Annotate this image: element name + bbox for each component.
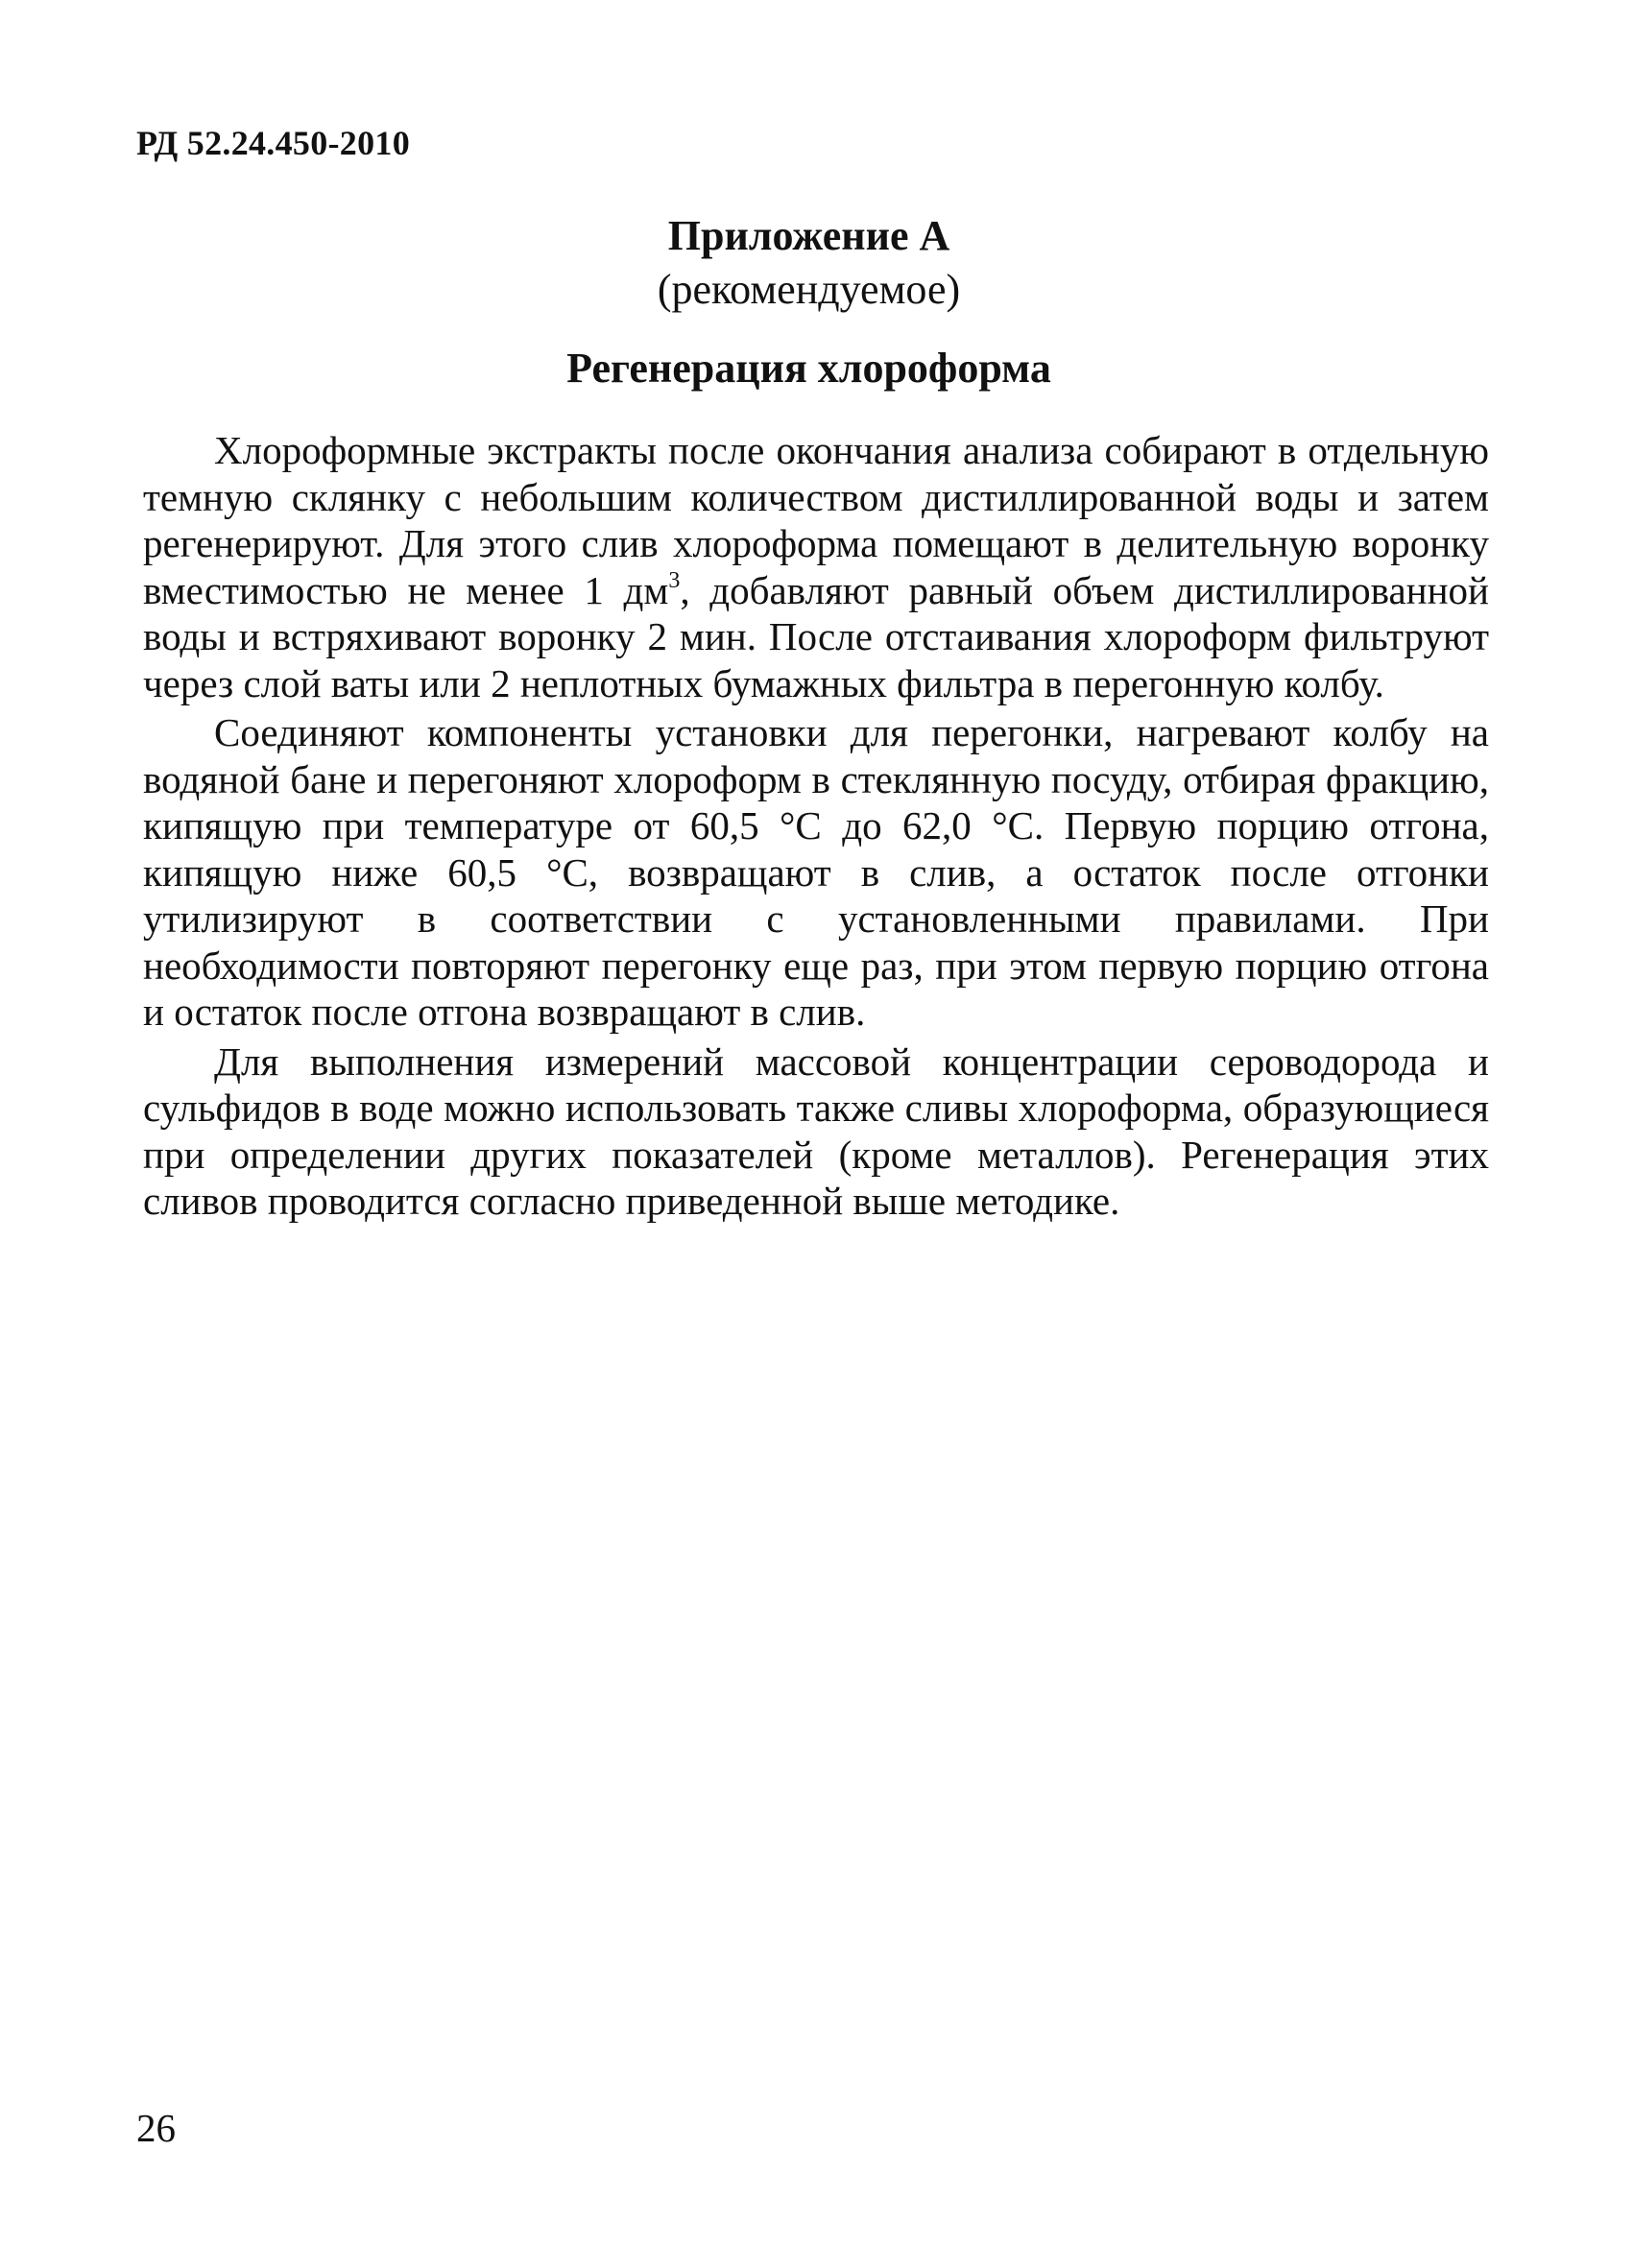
paragraph-2: Соединяют компоненты установки для перегонки, нагревают колбу на водяной бане и перегоняют хлороформ в стеклянную посуду, отбирая фракцию, кипящую при температуре от 60,5 °С до 62,0 °С. Первую порцию отгона, кипящую ниже 60,5 °С, возвращают в слив, а остаток после отгонки утилизируют в соответствии с установленными правилами. При необходимости повторяют перегонку еще раз, при этом первую порцию отгона и остаток после отгона возвращают в слив.: [143, 710, 1489, 1034]
paragraph-1: [143, 427, 1489, 706]
body-text: [143, 427, 1489, 1225]
section-title: Регенерация хлороформа: [566, 345, 1051, 392]
paragraph-1-part-2: , добавляют равный объем дистиллированной воды и встряхивают воронку 2 мин. После отстаивания хлороформ фильтруют через слой ваты или 2 неплотных бумажных фильтра в перегонную колбу.: [143, 567, 1490, 705]
appendix-title: Приложение А: [667, 212, 950, 259]
paragraph-3: Для выполнения измерений массовой концентрации сероводорода и сульфидов в воде можно использовать также сливы хлороформа, образующиеся при определении других показателей (кроме металлов). Регенерация этих сливов проводится согласно приведенной выше методике.: [143, 1039, 1489, 1223]
page-number: 26: [136, 2106, 176, 2150]
paragraph-1-superscript: 3: [668, 567, 681, 593]
document-code: РД 52.24.450-2010: [136, 124, 410, 162]
paragraph-1-part-1: Хлороформные экстракты после окончания анализа собирают в отдельную темную склянку с небольшим количеством дистиллированной воды и затем регенерируют. Для этого слив хлороформа помещают в делительную воронку вместимостью не менее 1 дм: [143, 428, 1489, 612]
appendix-status-note: (рекомендуемое): [657, 266, 961, 313]
